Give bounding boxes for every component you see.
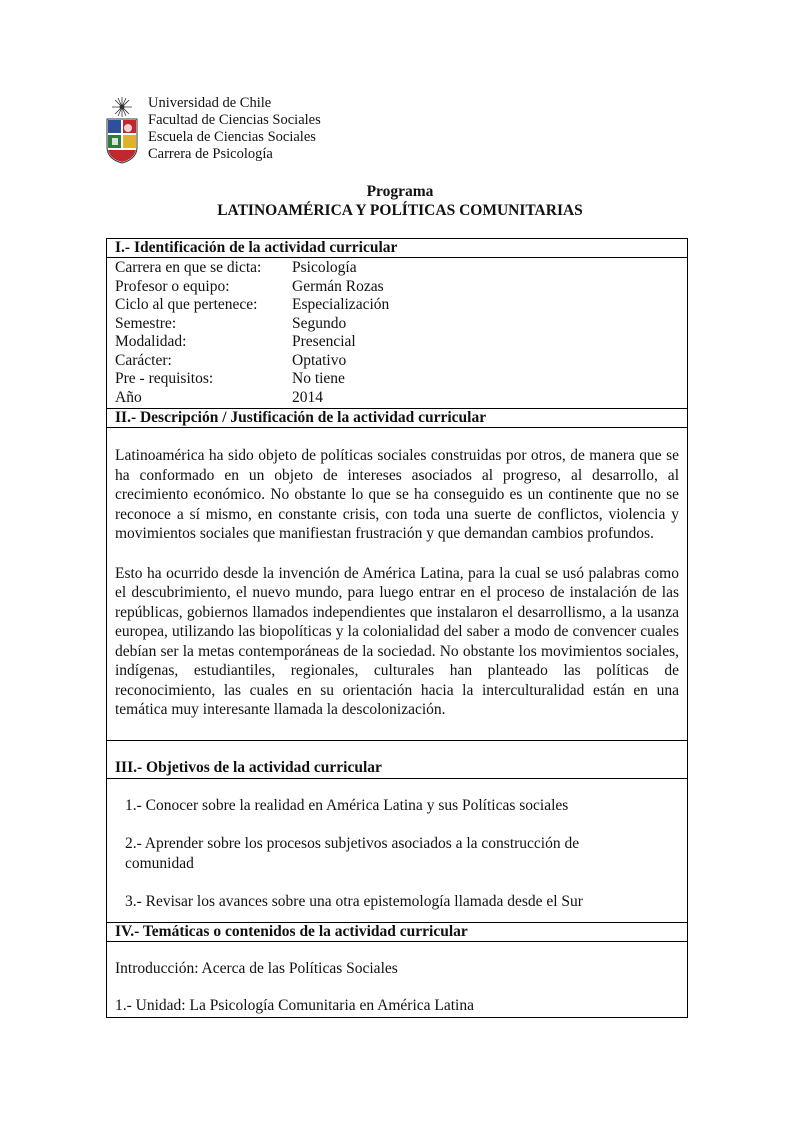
objective-item: 1.- Conocer sobre la realidad en América Latina y sus Políticas sociales xyxy=(125,796,569,814)
id-row xyxy=(115,259,687,278)
institution-header xyxy=(104,95,404,165)
content-item: Introducción: Acerca de las Políticas Sociales xyxy=(115,959,398,977)
id-label: Pre - requisitos: xyxy=(115,370,214,387)
faculty-name: Facultad de Ciencias Sociales xyxy=(148,112,321,128)
id-value: Especialización xyxy=(292,296,390,313)
section-heading-contents: IV.- Temáticas o contenidos de la actividad curricular xyxy=(107,922,688,941)
id-value: Segundo xyxy=(292,314,347,332)
id-row xyxy=(115,370,687,389)
description-paragraph: Esto ha ocurrido desde la invención de América Latina, para la cual se usó palabras como el descubrimiento, el nuevo mundo, para luego entrar en el proceso de instalación de las repúblicas, gobiernos llamados independientes que instalaron el desarrollismo, a la usanza europea, utilizando las biopolíticas y la colonialidad del saber a modo de convencer cuales debían ser la metas contemporáneas de la sociedad. No obstante los movimientos sociales, indígenas, estudiantiles, regionales, culturales han planteado las políticas de reconocimiento, las cuales en su orientación hacia la interculturalidad están en una temática muy interesante llamada la descolonización. xyxy=(115,564,679,718)
contents-block xyxy=(107,941,688,1017)
id-label: Carrera en que se dicta: xyxy=(115,259,262,276)
description-paragraph: Latinoamérica ha sido objeto de políticas sociales construidas por otros, de manera que se ha conformado en un objeto de intereses asociados al progreso, al desarrollo, al crecimiento económico. No obstante lo que se ha conseguido es un continente que no se reconoce a sí mismo, en constante crisis, con toda una suerte de conflictos, violencia y movimientos sociales que manifiestan frustración y que demandan cambios profundos. xyxy=(115,447,679,542)
id-row xyxy=(115,352,687,371)
section-heading-description: II.- Descripción / Justificación de la actividad curricular xyxy=(107,409,688,428)
id-value: 2014 xyxy=(292,388,323,406)
course-title: LATINOAMÉRICA Y POLÍTICAS COMUNITARIAS xyxy=(217,202,583,219)
id-row xyxy=(115,315,687,334)
id-row xyxy=(115,333,687,352)
id-value: Germán Rozas xyxy=(292,277,384,295)
id-label: Ciclo al que pertenece: xyxy=(115,296,258,313)
career-name: Carrera de Psicología xyxy=(148,146,273,162)
objective-item: 3.- Revisar los avances sobre una otra epistemología llamada desde el Sur xyxy=(125,893,583,910)
content-item: 1.- Unidad: La Psicología Comunitaria en América Latina xyxy=(115,997,474,1014)
id-label: Modalidad: xyxy=(115,333,187,350)
id-value: No tiene xyxy=(292,370,345,387)
university-crest-icon xyxy=(104,95,140,165)
school-name: Escuela de Ciencias Sociales xyxy=(148,129,316,145)
description-block xyxy=(107,428,688,741)
id-label: Carácter: xyxy=(115,351,172,369)
identification-block xyxy=(107,258,688,409)
id-label: Profesor o equipo: xyxy=(115,277,230,295)
id-label: Año xyxy=(115,388,142,406)
id-value: Presencial xyxy=(292,333,356,350)
section-heading-identification: I.- Identificación de la actividad curricular xyxy=(107,239,688,258)
objectives-block xyxy=(107,778,688,922)
id-value: Optativo xyxy=(292,351,347,369)
program-table xyxy=(106,238,688,1018)
id-value: Psicología xyxy=(292,259,357,276)
id-row xyxy=(115,278,687,297)
document-type-title: Programa xyxy=(366,183,434,200)
university-name: Universidad de Chile xyxy=(148,95,272,111)
section-heading-objectives: III.- Objetivos de la actividad curricular xyxy=(107,740,688,778)
id-row xyxy=(115,389,687,408)
objective-item: 2.- Aprender sobre los procesos subjetivos asociados a la construcción de comunidad xyxy=(125,835,580,872)
id-label: Semestre: xyxy=(115,314,177,332)
id-row xyxy=(115,296,687,315)
